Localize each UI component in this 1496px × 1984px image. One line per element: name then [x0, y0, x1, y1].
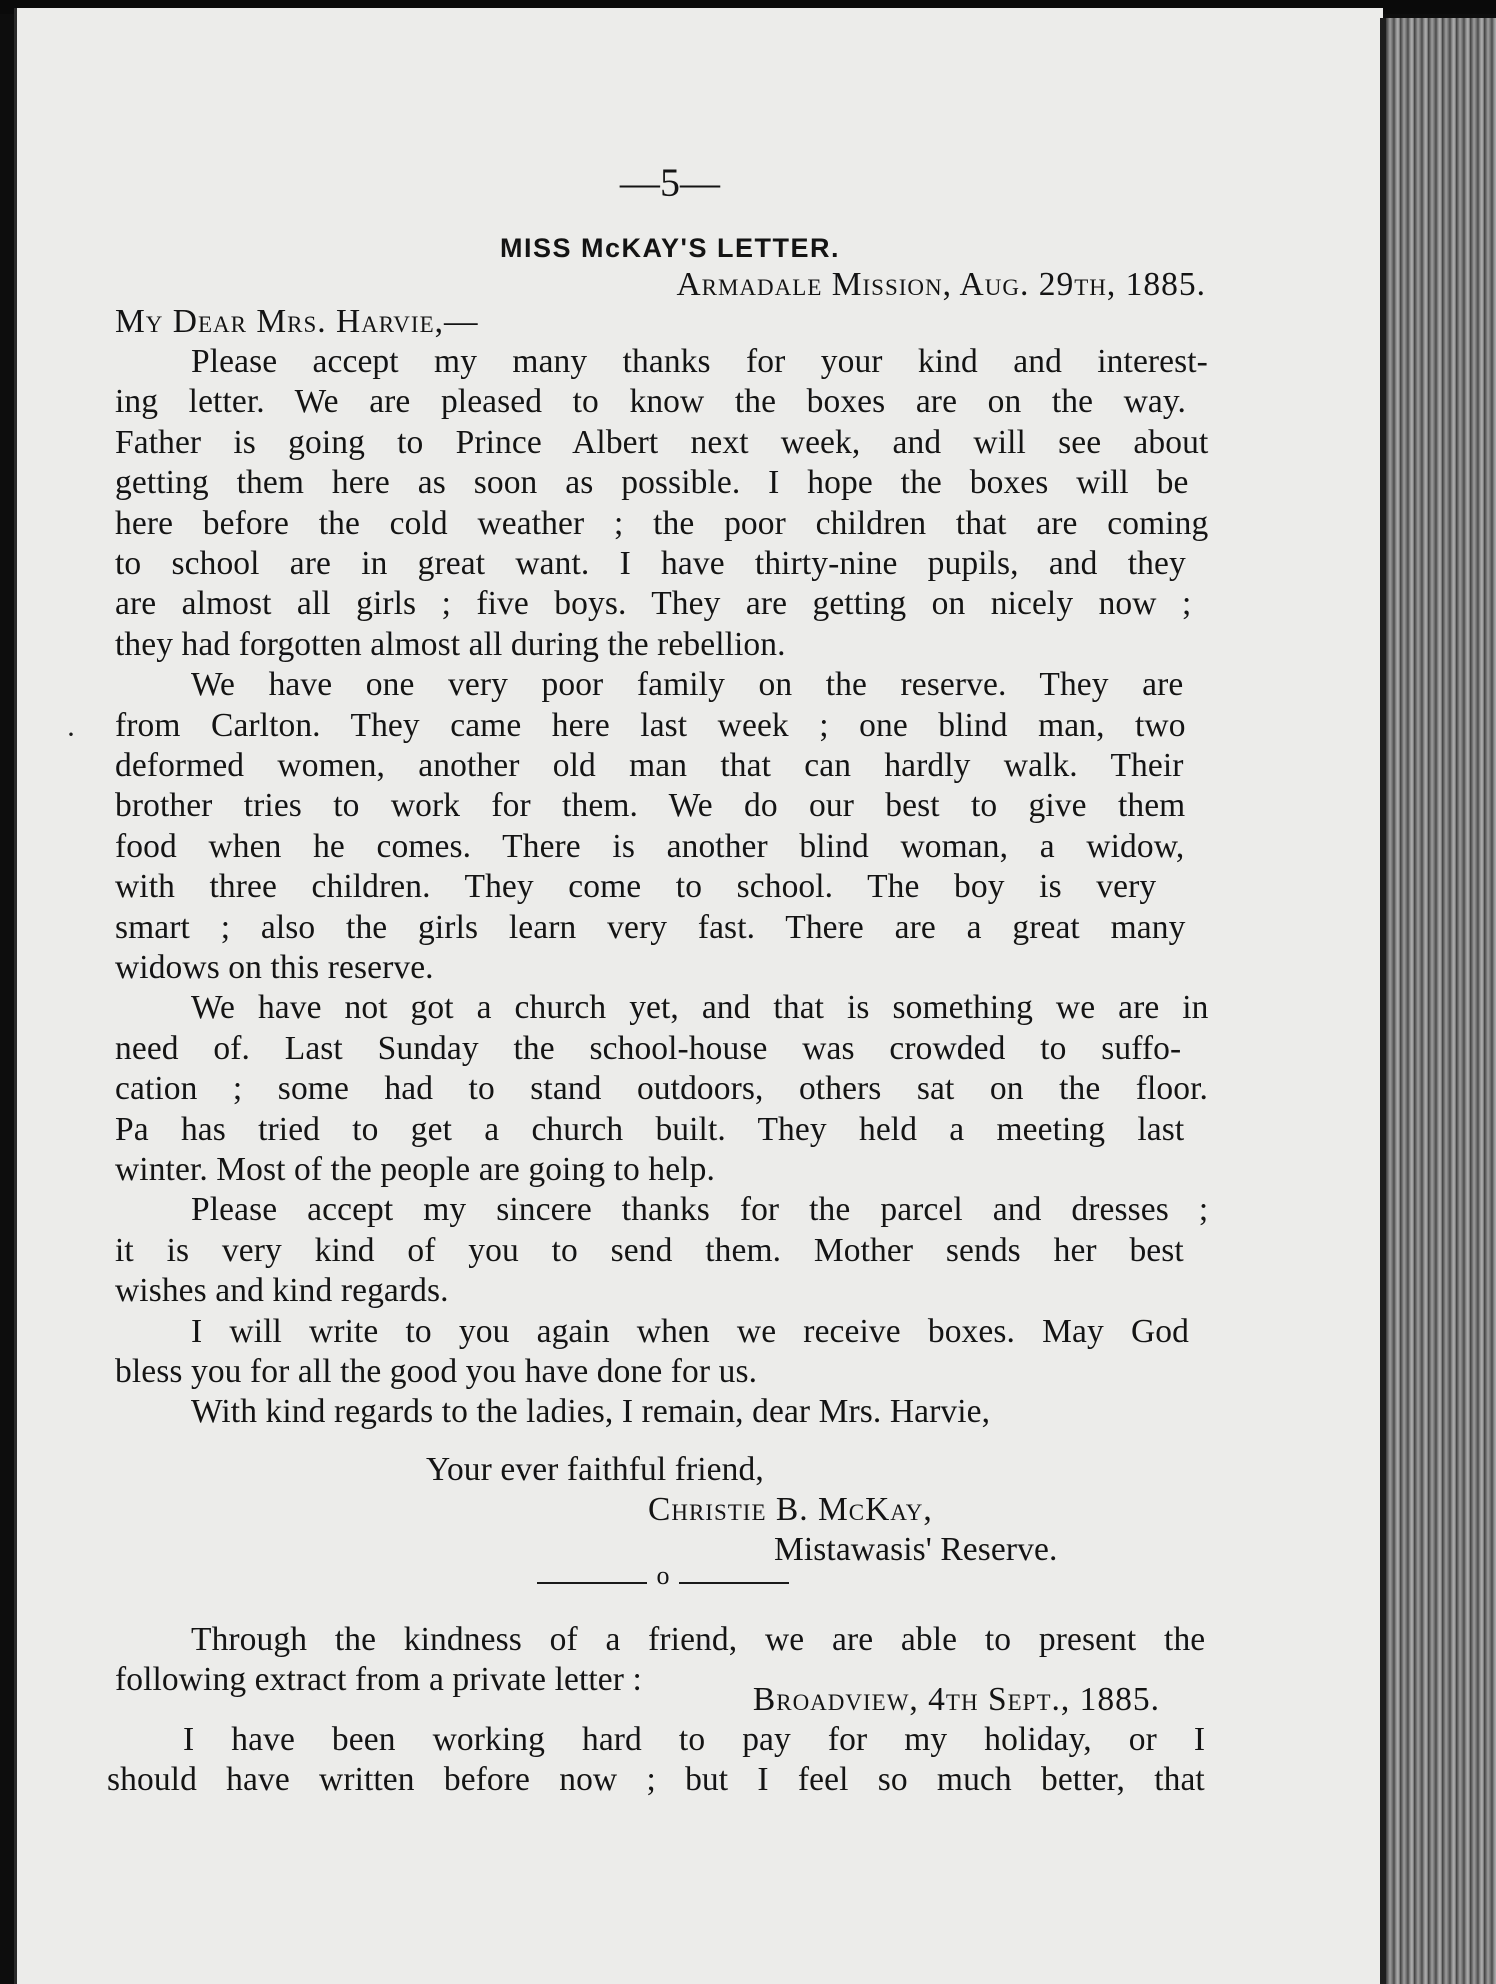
letter-line: it is very kind of you to send them. Mother sends her best	[115, 1231, 1184, 1269]
letter-line: getting them here as soon as possible. I hope the boxes will be	[115, 464, 1189, 502]
letter-line: deformed women, another old man that can hardly walk. Their	[115, 747, 1184, 784]
letter-line: smart ; also the girls learn very fast. There are a great many	[115, 908, 1186, 946]
letter-line: Please accept my sincere thanks for the parcel and dresses ;	[191, 1191, 1209, 1229]
divider-rule-right	[679, 1582, 789, 1584]
letter-line: from Carlton. They came here last week ; one blind man, two	[115, 706, 1186, 744]
letter-line: Father is going to Prince Albert next week, and will see about	[115, 423, 1209, 461]
letter-line: cation ; some had to stand outdoors, others sat on the floor.	[115, 1070, 1209, 1108]
extract-letter-line: should have written before now ; but I feel so much better, that	[107, 1761, 1205, 1799]
salutation: My Dear Mrs. Harvie,—	[115, 303, 479, 340]
letter-line: need of. Last Sunday the school-house was crowded to suffo-	[115, 1029, 1182, 1067]
letter-line: they had forgotten almost all during the rebellion.	[115, 625, 786, 663]
letter-line: widows on this reserve.	[115, 949, 434, 986]
signature-place: Mistawasis' Reserve.	[774, 1531, 1058, 1568]
divider-rule-left	[537, 1582, 647, 1584]
letter-heading: MISS McKAY'S LETTER.	[500, 233, 840, 263]
letter-line: ing letter. We are pleased to know the boxes are on the way.	[115, 383, 1187, 421]
letter-line: I will write to you again when we receive boxes. May God	[191, 1312, 1189, 1350]
letter-line: brother tries to work for them. We do our best to give them	[115, 787, 1186, 825]
extract-intro-line: following extract from a private letter :	[115, 1661, 642, 1699]
signature: Christie B. McKay,	[648, 1491, 933, 1528]
letter-line: Pa has tried to get a church built. They held a meeting last	[115, 1110, 1185, 1148]
second-dateline: Broadview, 4th Sept., 1885.	[752, 1681, 1160, 1718]
letter-line: with three children. They come to school. The boy is very	[115, 868, 1157, 906]
page-number: —5—	[619, 160, 721, 205]
letter-line: are almost all girls ; five boys. They are getting on nicely now ;	[115, 585, 1192, 623]
letter-line: We have not got a church yet, and that is something we are in	[191, 989, 1209, 1027]
letter-line: winter. Most of the people are going to help.	[115, 1151, 715, 1188]
extract-letter-line: I have been working hard to pay for my holiday, or I	[183, 1721, 1206, 1758]
letter-dateline: Armadale Mission, Aug. 29th, 1885.	[676, 266, 1206, 303]
letter-line: Please accept my many thanks for your kind and interest-	[191, 343, 1208, 380]
letter-line: here before the cold weather ; the poor children that are coming	[115, 504, 1209, 542]
letter-line: food when he comes. There is another blind woman, a widow,	[115, 827, 1185, 865]
margin-speck: ·	[66, 718, 76, 751]
closing: Your ever faithful friend,	[426, 1451, 764, 1488]
divider-ornament: o	[656, 1561, 670, 1590]
letter-line: With kind regards to the ladies, I remain, dear Mrs. Harvie,	[191, 1393, 991, 1431]
letter-line: bless you for all the good you have done for us.	[115, 1353, 758, 1390]
extract-intro-line: Through the kindness of a friend, we are able to present the	[191, 1621, 1206, 1658]
letter-line: We have one very poor family on the reserve. They are	[191, 666, 1184, 704]
letter-line: to school are in great want. I have thirty-nine pupils, and they	[115, 545, 1186, 582]
letter-line: wishes and kind regards.	[115, 1272, 449, 1310]
book-page-edges	[1380, 18, 1496, 1984]
section-divider	[537, 1561, 789, 1595]
